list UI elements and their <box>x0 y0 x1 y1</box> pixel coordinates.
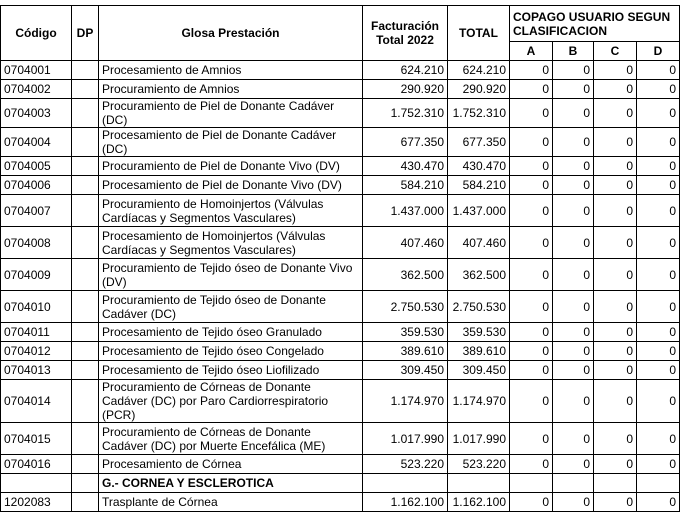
cell-codigo: 0704013 <box>1 361 72 380</box>
section-empty-cell <box>637 474 680 493</box>
cell-a: 0 <box>510 423 553 455</box>
section-empty-cell <box>594 474 637 493</box>
table-row <box>1 176 680 195</box>
table-row <box>1 61 680 80</box>
cell-dp <box>72 128 99 157</box>
cell-dp <box>72 342 99 361</box>
cell-glosa: Procesamiento de Piel de Donante Vivo (DV) <box>99 176 363 195</box>
cell-a: 0 <box>510 176 553 195</box>
cell-b: 0 <box>553 128 594 157</box>
cell-codigo: 0704016 <box>1 455 72 474</box>
cell-d: 0 <box>637 380 680 423</box>
cell-glosa: Procesamiento de Piel de Donante Cadáver (DC) <box>99 128 363 157</box>
cell-total: 523.220 <box>448 455 510 474</box>
cell-d: 0 <box>637 227 680 259</box>
cell-codigo: 0704001 <box>1 61 72 80</box>
cell-dp <box>72 80 99 99</box>
cell-d: 0 <box>637 195 680 227</box>
table-row <box>1 128 680 157</box>
cell-c: 0 <box>594 455 637 474</box>
cell-codigo: 0704008 <box>1 227 72 259</box>
cell-b: 0 <box>553 342 594 361</box>
cell-c: 0 <box>594 157 637 176</box>
section-title: G.- CORNEA Y ESCLEROTICA <box>99 474 363 493</box>
table-row <box>1 80 680 99</box>
cell-c: 0 <box>594 361 637 380</box>
cell-a: 0 <box>510 342 553 361</box>
cell-glosa: Procesamiento de Córnea <box>99 455 363 474</box>
cell-c: 0 <box>594 493 637 512</box>
cell-glosa: Procesamiento de Tejido óseo Congelado <box>99 342 363 361</box>
table-row <box>1 259 680 291</box>
cell-d: 0 <box>637 80 680 99</box>
cell-dp <box>72 380 99 423</box>
cell-facturacion: 624.210 <box>363 61 448 80</box>
cell-c: 0 <box>594 176 637 195</box>
cell-glosa: Procuramiento de Piel de Donante Vivo (DV) <box>99 157 363 176</box>
cell-d: 0 <box>637 342 680 361</box>
cell-b: 0 <box>553 361 594 380</box>
header-total: TOTAL <box>448 6 510 61</box>
section-empty-cell <box>448 474 510 493</box>
cell-a: 0 <box>510 61 553 80</box>
cell-b: 0 <box>553 227 594 259</box>
cell-d: 0 <box>637 61 680 80</box>
cell-d: 0 <box>637 291 680 323</box>
cell-a: 0 <box>510 361 553 380</box>
header-dp: DP <box>72 6 99 61</box>
cell-total: 677.350 <box>448 128 510 157</box>
cell-a: 0 <box>510 380 553 423</box>
cell-codigo: 1202083 <box>1 493 72 512</box>
table-row <box>1 493 680 512</box>
cell-dp <box>72 195 99 227</box>
cell-a: 0 <box>510 493 553 512</box>
header-copago: COPAGO USUARIO SEGUN CLASIFICACION <box>510 6 680 42</box>
cell-total: 362.500 <box>448 259 510 291</box>
cell-facturacion: 2.750.530 <box>363 291 448 323</box>
cell-total: 1.752.310 <box>448 99 510 128</box>
cell-b: 0 <box>553 380 594 423</box>
cell-b: 0 <box>553 176 594 195</box>
cell-d: 0 <box>637 128 680 157</box>
cell-d: 0 <box>637 455 680 474</box>
cell-c: 0 <box>594 195 637 227</box>
cell-a: 0 <box>510 128 553 157</box>
cell-facturacion: 359.530 <box>363 323 448 342</box>
cell-facturacion: 584.210 <box>363 176 448 195</box>
cell-dp <box>72 61 99 80</box>
cell-codigo: 0704015 <box>1 423 72 455</box>
section-empty-cell <box>1 474 72 493</box>
cell-facturacion: 309.450 <box>363 361 448 380</box>
cell-total: 1.437.000 <box>448 195 510 227</box>
cell-a: 0 <box>510 455 553 474</box>
cell-codigo: 0704012 <box>1 342 72 361</box>
cell-codigo: 0704002 <box>1 80 72 99</box>
cell-glosa: Procesamiento de Tejido óseo Granulado <box>99 323 363 342</box>
cell-c: 0 <box>594 380 637 423</box>
cell-c: 0 <box>594 291 637 323</box>
cell-total: 359.530 <box>448 323 510 342</box>
header-facturacion: Facturación Total 2022 <box>363 6 448 61</box>
section-empty-cell <box>363 474 448 493</box>
cell-c: 0 <box>594 80 637 99</box>
cell-c: 0 <box>594 99 637 128</box>
table-row <box>1 323 680 342</box>
cell-c: 0 <box>594 61 637 80</box>
cell-dp <box>72 157 99 176</box>
cell-c: 0 <box>594 342 637 361</box>
cell-a: 0 <box>510 157 553 176</box>
cell-glosa: Procuramiento de Amnios <box>99 80 363 99</box>
header-clase-a: A <box>510 42 553 61</box>
section-empty-cell <box>72 474 99 493</box>
cell-codigo: 0704009 <box>1 259 72 291</box>
table-row <box>1 361 680 380</box>
cell-glosa: Trasplante de Córnea <box>99 493 363 512</box>
cell-dp <box>72 227 99 259</box>
cell-d: 0 <box>637 361 680 380</box>
cell-dp <box>72 291 99 323</box>
table-row <box>1 157 680 176</box>
header-glosa: Glosa Prestación <box>99 6 363 61</box>
cell-glosa: Procuramiento de Piel de Donante Cadáver (DC) <box>99 99 363 128</box>
cell-facturacion: 362.500 <box>363 259 448 291</box>
cell-facturacion: 407.460 <box>363 227 448 259</box>
cell-a: 0 <box>510 259 553 291</box>
cell-glosa: Procuramiento de Tejido óseo de Donante Cadáver (DC) <box>99 291 363 323</box>
cell-b: 0 <box>553 99 594 128</box>
cell-dp <box>72 323 99 342</box>
cell-b: 0 <box>553 291 594 323</box>
cell-c: 0 <box>594 259 637 291</box>
cell-d: 0 <box>637 423 680 455</box>
cell-b: 0 <box>553 61 594 80</box>
cell-facturacion: 1.174.970 <box>363 380 448 423</box>
cell-d: 0 <box>637 157 680 176</box>
cell-codigo: 0704003 <box>1 99 72 128</box>
cell-c: 0 <box>594 323 637 342</box>
cell-facturacion: 677.350 <box>363 128 448 157</box>
table-row <box>1 99 680 128</box>
table-row <box>1 291 680 323</box>
cell-dp <box>72 259 99 291</box>
cell-codigo: 0704011 <box>1 323 72 342</box>
cell-b: 0 <box>553 323 594 342</box>
table-row <box>1 195 680 227</box>
cell-codigo: 0704010 <box>1 291 72 323</box>
cell-a: 0 <box>510 195 553 227</box>
cell-b: 0 <box>553 493 594 512</box>
cell-codigo: 0704014 <box>1 380 72 423</box>
header-clase-d: D <box>637 42 680 61</box>
cell-total: 1.162.100 <box>448 493 510 512</box>
cell-total: 389.610 <box>448 342 510 361</box>
section-row <box>1 474 680 493</box>
cell-total: 1.174.970 <box>448 380 510 423</box>
cell-total: 624.210 <box>448 61 510 80</box>
cell-c: 0 <box>594 128 637 157</box>
cell-facturacion: 1.162.100 <box>363 493 448 512</box>
cell-facturacion: 389.610 <box>363 342 448 361</box>
cell-codigo: 0704004 <box>1 128 72 157</box>
header-clase-b: B <box>553 42 594 61</box>
prestaciones-table <box>0 5 680 512</box>
cell-a: 0 <box>510 323 553 342</box>
cell-b: 0 <box>553 80 594 99</box>
cell-glosa: Procuramiento de Córneas de Donante Cadáver (DC) por Muerte Encefálica (ME) <box>99 423 363 455</box>
cell-facturacion: 1.017.990 <box>363 423 448 455</box>
cell-b: 0 <box>553 195 594 227</box>
cell-codigo: 0704005 <box>1 157 72 176</box>
table-row <box>1 227 680 259</box>
cell-dp <box>72 493 99 512</box>
cell-b: 0 <box>553 157 594 176</box>
cell-dp <box>72 361 99 380</box>
section-empty-cell <box>553 474 594 493</box>
cell-total: 584.210 <box>448 176 510 195</box>
cell-glosa: Procuramiento de Homoinjertos (Válvulas Cardíacas y Segmentos Vasculares) <box>99 195 363 227</box>
cell-total: 430.470 <box>448 157 510 176</box>
cell-total: 290.920 <box>448 80 510 99</box>
cell-glosa: Procesamiento de Tejido óseo Liofilizado <box>99 361 363 380</box>
cell-facturacion: 523.220 <box>363 455 448 474</box>
table-row <box>1 380 680 423</box>
cell-total: 2.750.530 <box>448 291 510 323</box>
cell-b: 0 <box>553 259 594 291</box>
cell-c: 0 <box>594 423 637 455</box>
cell-dp <box>72 423 99 455</box>
cell-dp <box>72 455 99 474</box>
cell-dp <box>72 176 99 195</box>
cell-total: 1.017.990 <box>448 423 510 455</box>
cell-b: 0 <box>553 423 594 455</box>
cell-facturacion: 430.470 <box>363 157 448 176</box>
cell-facturacion: 290.920 <box>363 80 448 99</box>
cell-dp <box>72 99 99 128</box>
cell-total: 407.460 <box>448 227 510 259</box>
cell-d: 0 <box>637 323 680 342</box>
cell-glosa: Procesamiento de Homoinjertos (Válvulas Cardíacas y Segmentos Vasculares) <box>99 227 363 259</box>
cell-b: 0 <box>553 455 594 474</box>
cell-a: 0 <box>510 227 553 259</box>
cell-glosa: Procesamiento de Amnios <box>99 61 363 80</box>
cell-c: 0 <box>594 227 637 259</box>
cell-facturacion: 1.437.000 <box>363 195 448 227</box>
table-row <box>1 342 680 361</box>
cell-a: 0 <box>510 99 553 128</box>
cell-a: 0 <box>510 291 553 323</box>
cell-codigo: 0704007 <box>1 195 72 227</box>
cell-a: 0 <box>510 80 553 99</box>
cell-glosa: Procuramiento de Córneas de Donante Cadáver (DC) por Paro Cardiorrespiratorio (PCR) <box>99 380 363 423</box>
table-body <box>1 61 680 512</box>
cell-codigo: 0704006 <box>1 176 72 195</box>
cell-d: 0 <box>637 99 680 128</box>
cell-d: 0 <box>637 259 680 291</box>
table-row <box>1 455 680 474</box>
cell-d: 0 <box>637 493 680 512</box>
cell-d: 0 <box>637 176 680 195</box>
section-empty-cell <box>510 474 553 493</box>
cell-glosa: Procuramiento de Tejido óseo de Donante Vivo (DV) <box>99 259 363 291</box>
header-codigo: Código <box>1 6 72 61</box>
cell-total: 309.450 <box>448 361 510 380</box>
cell-facturacion: 1.752.310 <box>363 99 448 128</box>
header-clase-c: C <box>594 42 637 61</box>
table-row <box>1 423 680 455</box>
